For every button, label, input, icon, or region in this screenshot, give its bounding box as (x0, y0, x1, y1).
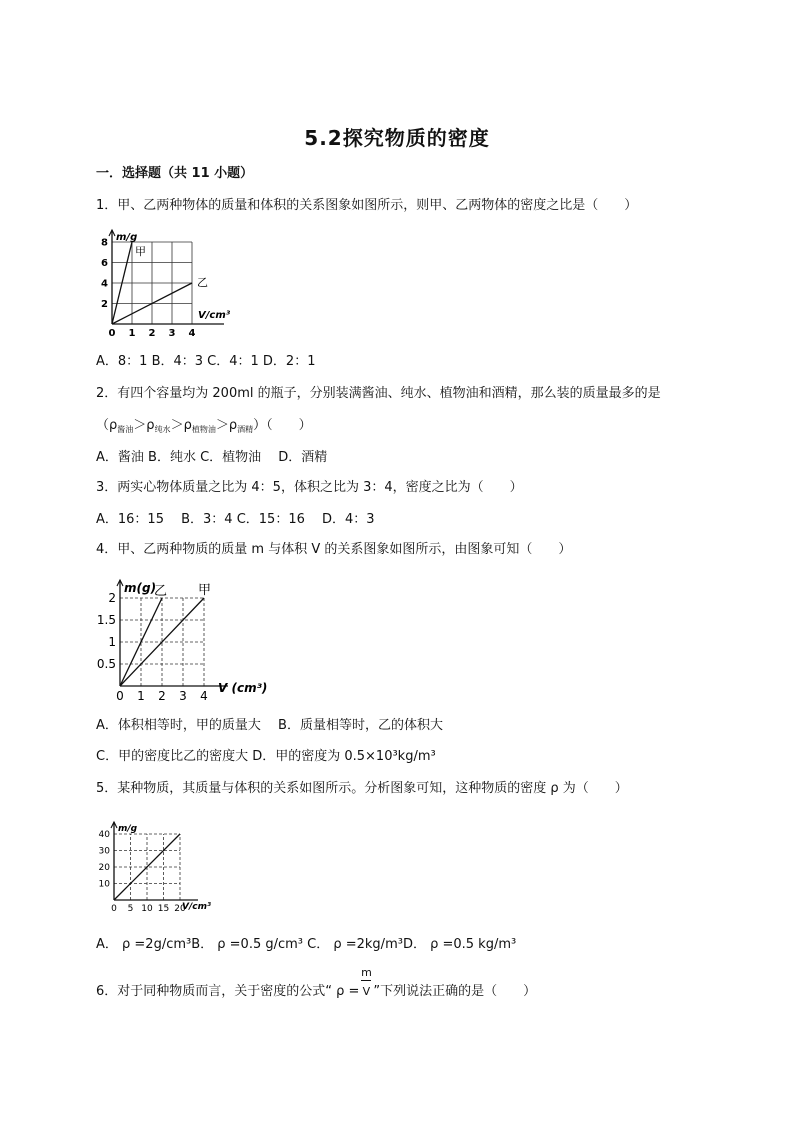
question-2-condition: $(\rho_{酱油}>\rho_{纯水}>\rho_{植物油}>\rho_{酒精})$（ ） (96, 418, 312, 434)
y-tick-label: 1.5 (96, 613, 116, 627)
question-2-options: A．酱油 B．纯水 C．植物油 D．酒精 (96, 450, 328, 465)
chart-q4 (96, 562, 286, 700)
chart-q1 (96, 220, 236, 342)
question-1: 1．甲、乙两种物体的质量和体积的关系图象如图所示，则甲、乙两物体的密度之比是（ ） (96, 198, 638, 213)
x-tick-label: 5 (127, 904, 134, 914)
question-1-options: A．8：1 B．4：3 C．4：1 D．2：1 (96, 354, 316, 369)
question-4: 4．甲、乙两种物质的质量 m 与体积 V 的关系图象如图所示，由图象可知（ ） (96, 542, 572, 557)
x-tick-label: 4 (200, 689, 208, 700)
x-tick-label: 3 (168, 328, 176, 339)
x-tick-label: 20 (174, 904, 186, 914)
x-tick-label: 1 (128, 328, 136, 339)
question-6: 6．对于同种物质而言，关于密度的公式“ ρ = $\frac{m}{V}$”下列说法正确的是（ ） (96, 966, 537, 999)
y-tick-label: 4 (101, 278, 108, 290)
y-axis-label: m(g) (124, 581, 157, 595)
x-tick-label: 4 (188, 328, 196, 339)
density-formula-fraction: $\frac{m}{V}$ (361, 966, 372, 998)
y-tick-label: 10 (98, 879, 110, 890)
x-tick-label: 2 (158, 689, 166, 700)
y-tick-label: 6 (101, 257, 108, 269)
x-tick-label: 10 (141, 904, 153, 914)
x-tick-label: 0 (116, 689, 124, 700)
series-label: 乙 (154, 584, 168, 599)
question-4-options-ab: A．体积相等时，甲的质量大 B．质量相等时，乙的体积大 (96, 718, 443, 733)
y-tick-label: 30 (98, 846, 110, 857)
series-label: 乙 (197, 276, 208, 289)
y-tick-label: 8 (101, 237, 108, 249)
x-axis-label: V (cm³) (218, 681, 268, 695)
question-5: 5．某种物质，其质量与体积的关系如图所示。分析图象可知，这种物质的密度 ρ 为（ ） (96, 781, 628, 796)
y-tick-label: 20 (98, 863, 110, 873)
x-tick-label: 2 (148, 328, 156, 339)
x-tick-label: 0 (111, 904, 117, 914)
x-tick-label: 0 (108, 328, 116, 339)
question-2: 2．有四个容量均为 200ml 的瓶子，分别装满酱油、纯水、植物油和酒精，那么装的质量最多的是 (96, 386, 661, 401)
y-tick-label: 0.5 (96, 657, 116, 671)
y-tick-label: 2 (108, 591, 116, 605)
question-4-options-cd: C．甲的密度比乙的密度大 D．甲的密度为 0.5×10³kg/m³ (96, 749, 436, 764)
page-title: 5.2探究物质的密度 (304, 126, 490, 150)
section-heading: 一．选择题（共 11 小题） (96, 166, 254, 181)
question-3-options: A．16：15 B．3：4 C．15：16 D．4：3 (96, 512, 375, 527)
y-tick-label: 2 (101, 298, 108, 310)
x-tick-label: 3 (179, 689, 187, 700)
x-tick-label: 15 (157, 904, 170, 914)
y-axis-label: m/g (116, 232, 138, 243)
x-axis-label: V/cm³ (182, 902, 211, 912)
series-label: 甲 (198, 583, 212, 598)
y-tick-label: 1 (108, 635, 116, 649)
y-axis-label: m/g (118, 824, 138, 834)
question-3: 3．两实心物体质量之比为 4：5，体积之比为 3：4，密度之比为（ ） (96, 480, 523, 495)
x-axis-label: V/cm³ (198, 310, 231, 321)
y-tick-label: 40 (98, 830, 110, 840)
question-5-options: A． ρ =2g/cm³B． ρ =0.5 g/cm³ C． ρ =2kg/m³D． ρ =0.5 kg/m³ (96, 937, 517, 952)
series-label: 甲 (135, 245, 146, 258)
x-tick-label: 1 (137, 689, 145, 700)
chart-q5 (96, 810, 236, 918)
